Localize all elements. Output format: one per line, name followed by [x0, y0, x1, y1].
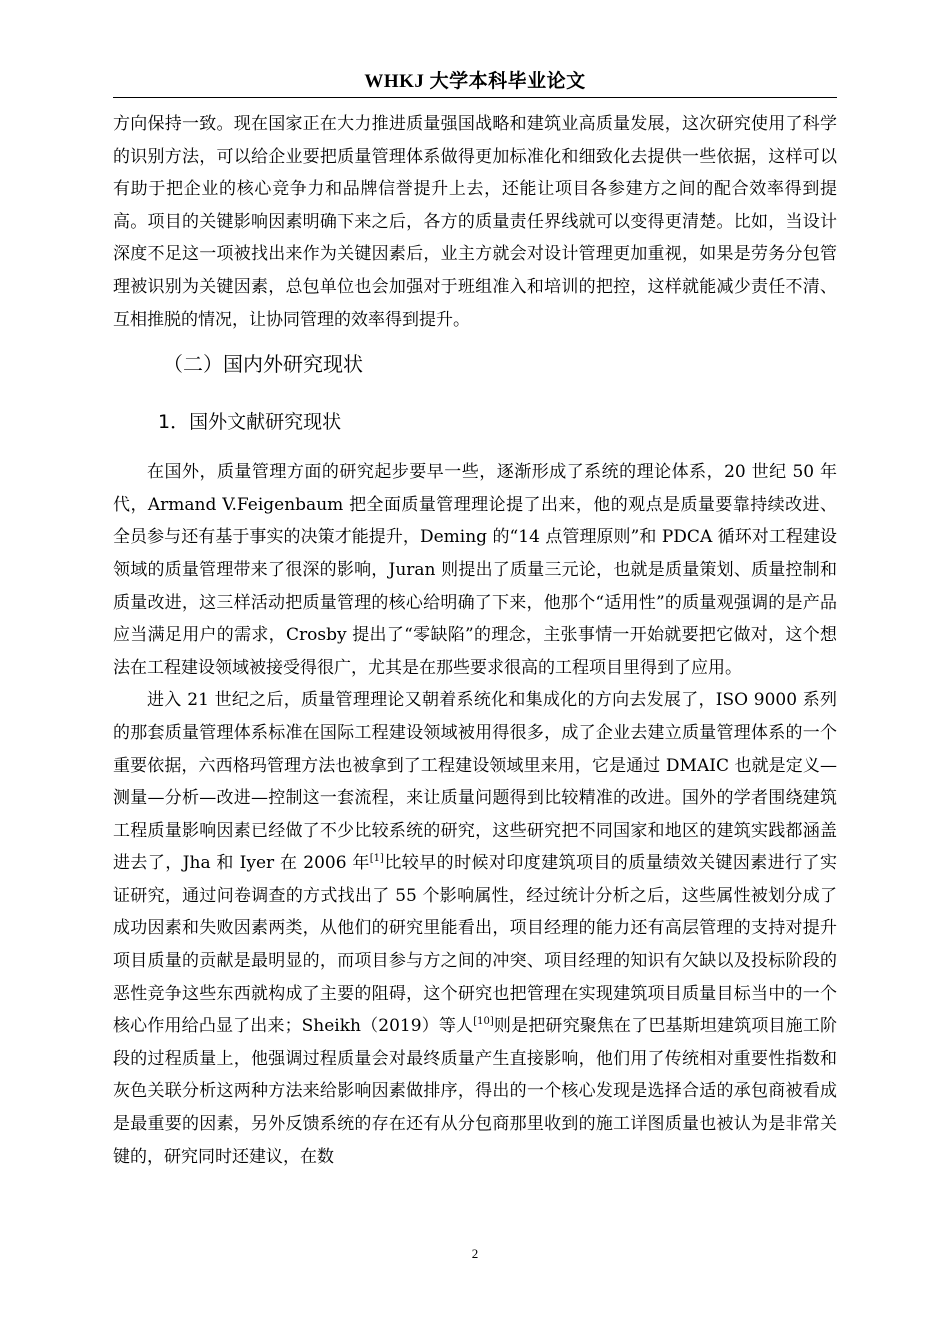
body-paragraph-2 [113, 684, 837, 1173]
page-number: 2 [471, 1246, 479, 1261]
running-header: WHKJ 大学本科毕业论文 [364, 71, 586, 92]
paragraph-2-text-c: 则是把研究聚焦在了巴基斯坦建筑项目施工阶段的过程质量上，他强调过程质量会对最终质量产生直接影响，他们用了传统相对重要性指数和灰色关联分析这两种方法来给影响因素做排序，得出的一个核心发现是选择合适的承包商被看成是最重要的因素，另外反馈系统的存在还有从分包商那里收到的施工详图质量也被认为是非常关键的，研究同时还建议，在数 [113, 1016, 838, 1167]
citation-1[interactable]: [1] [369, 853, 384, 865]
paragraph-2-text-b: 比较早的时候对印度建筑项目的质量绩效关键因素进行了实证研究，通过问卷调查的方式找出了 55 个影响属性，经过统计分析之后，这些属性被划分成了成功因素和失败因素两类，从他们的研究里能看出，项目经理的能力还有高层管理的支持对提升项目质量的贡献是最明显的，而项目参与方之间的冲突、项目经理的知识有欠缺以及投标阶段的恶性竞争这些东西就构成了主要的阻碍，这个研究也把管理在实现建筑项目质量目标当中的一个核心作用给凸显了出来；Sheikh（2019）等人 [113, 853, 837, 1037]
subsection-heading: 1．国外文献研究现状 [158, 411, 342, 434]
section-heading: （二）国内外研究现状 [163, 352, 363, 377]
header-rule [113, 97, 837, 98]
continued-paragraph: 方向保持一致。现在国家正在大力推进质量强国战略和建筑业高质量发展，这次研究使用了科学的识别方法，可以给企业要把质量管理体系做得更加标准化和细致化去提供一些依据，这样可以有助于把企业的核心竞争力和品牌信誉提升上去，还能让项目各参建方之间的配合效率得到提高。项目的关键影响因素明确下来之后，各方的质量责任界线就可以变得更清楚。比如，当设计深度不足这一项被找出来作为关键因素后，业主方就会对设计管理更加重视，如果是劳务分包管理被识别为关键因素，总包单位也会加强对于班组准入和培训的把控，这样就能减少责任不清、互相推脱的情况，让协同管理的效率得到提升。 [113, 114, 837, 330]
page-content [113, 108, 837, 1173]
paragraph-2-text-a: 进入 21 世纪之后，质量管理理论又朝着系统化和集成化的方向去发展了，ISO 9000 系列的那套质量管理体系标准在国际工程建设领域被用得很多，成了企业去建立质量管理体系的一个重要依据，六西格玛管理方法也被拿到了工程建设领域里来用，它是通过 DMAIC 也就是定义—测量—分析—改进—控制这一套流程，来让质量问题得到比较精准的改进。国外的学者围绕建筑工程质量影响因素已经做了不少比较系统的研究，这些研究把不同国家和地区的建筑实践都涵盖进去了，Jha 和 Iyer 在 2006 年 [113, 690, 837, 874]
body-paragraph-1: 在国外，质量管理方面的研究起步要早一些，逐渐形成了系统的理论体系，20 世纪 50 年代，Armand V.Feigenbaum 把全面质量管理理论提了出来，他的观点是质量要靠持续改进、全员参与还有基于事实的决策才能提升，Deming 的“14 点管理原则”和 PDCA 循环对工程建设领域的质量管理带来了很深的影响，Juran 则提出了质量三元论，也就是质量策划、质量控制和质量改进，这三样活动把质量管理的核心给明确了下来，他那个“适用性”的质量观强调的是产品应当满足用户的需求，Crosby 提出了“零缺陷”的理念，主张事情一开始就要把它做对，这个想法在工程建设领域被接受得很广，尤其是在那些要求很高的工程项目里得到了应用。 [113, 462, 837, 678]
citation-10[interactable]: [10] [473, 1016, 494, 1028]
